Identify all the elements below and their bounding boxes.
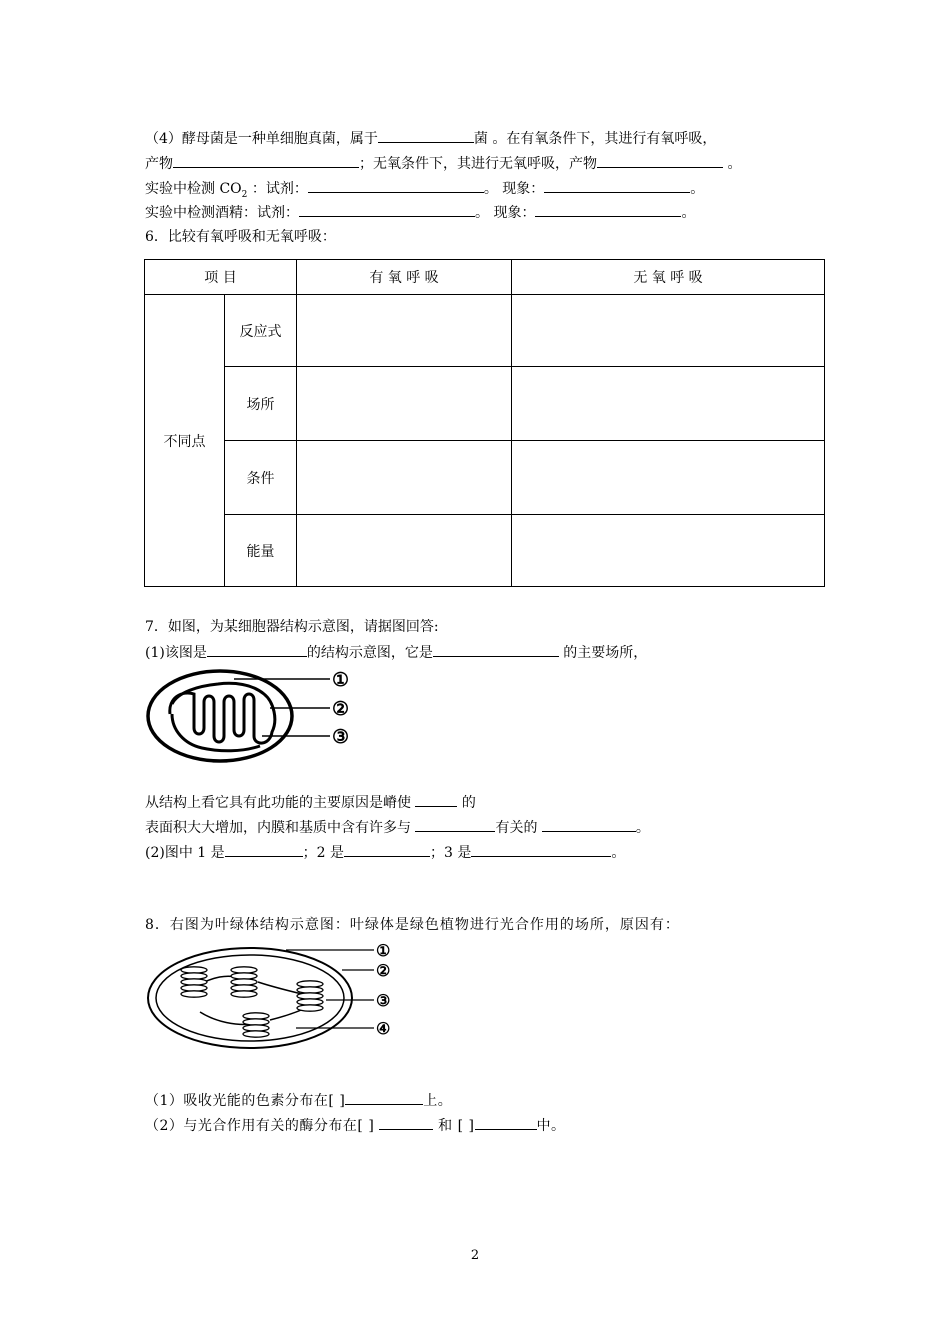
row-label: 条件 bbox=[225, 441, 297, 515]
q7-p1: (1)该图是 的结构示意图，它是 的主要场所， bbox=[145, 642, 647, 663]
grana-stacks bbox=[181, 967, 323, 1037]
blank[interactable] bbox=[433, 642, 559, 657]
label-1: ① bbox=[332, 669, 350, 691]
q7-title: 7．如图，为某细胞器结构示意图，请据图回答: bbox=[145, 619, 439, 635]
row-label: 反应式 bbox=[225, 295, 297, 367]
blank[interactable] bbox=[207, 642, 307, 657]
mitochondrion-inner-membrane bbox=[170, 683, 275, 750]
label-4: ④ bbox=[376, 1019, 391, 1038]
table-row bbox=[145, 515, 825, 587]
label-3: ③ bbox=[332, 726, 350, 748]
blank[interactable] bbox=[378, 128, 474, 143]
blank[interactable] bbox=[535, 202, 681, 217]
table-row bbox=[145, 367, 825, 441]
comparison-table bbox=[144, 259, 825, 587]
thylakoid-disc bbox=[231, 991, 257, 997]
blank[interactable] bbox=[379, 1115, 433, 1130]
header-item: 项 目 bbox=[145, 260, 297, 295]
table-row bbox=[145, 295, 825, 367]
blank[interactable] bbox=[225, 842, 303, 857]
q7-p3: 表面积大大增加，内膜和基质中含有许多与 有关的 。 bbox=[145, 817, 650, 838]
answer-cell[interactable] bbox=[297, 295, 512, 367]
blank[interactable] bbox=[345, 1090, 423, 1105]
q7-p4: (2)图中 1 是 ；2 是 ；3 是 。 bbox=[145, 842, 625, 863]
page-number: 2 bbox=[470, 1248, 480, 1263]
header-anaerobic: 无 氧 呼 吸 bbox=[512, 260, 825, 295]
answer-cell[interactable] bbox=[297, 441, 512, 515]
table-header-row bbox=[145, 260, 825, 295]
row-label: 场所 bbox=[225, 367, 297, 441]
label-3: ③ bbox=[376, 991, 391, 1010]
thylakoid-disc bbox=[181, 991, 207, 997]
mitochondrion-diagram bbox=[142, 666, 357, 776]
label-1: ① bbox=[376, 941, 391, 960]
answer-cell[interactable] bbox=[512, 515, 825, 587]
header-aerobic: 有 氧 呼 吸 bbox=[297, 260, 512, 295]
q7-p2: 从结构上看它具有此功能的主要原因是嵴使 的 bbox=[145, 792, 476, 813]
q6-title: 6．比较有氧呼吸和无氧呼吸： bbox=[145, 229, 336, 245]
q5-line1: （4）酵母菌是一种单细胞真菌，属于 菌 。在有氧条件下，其进行有氧呼吸， bbox=[145, 128, 716, 149]
answer-cell[interactable] bbox=[512, 367, 825, 441]
q5-line2: 产物 ；无氧条件下，其进行无氧呼吸，产物 。 bbox=[145, 153, 741, 174]
blank[interactable] bbox=[308, 178, 484, 193]
thylakoid-disc bbox=[243, 1031, 269, 1037]
table-row bbox=[145, 441, 825, 515]
leader-lines bbox=[234, 679, 330, 736]
blank[interactable] bbox=[299, 202, 475, 217]
blank[interactable] bbox=[344, 842, 430, 857]
blank[interactable] bbox=[475, 1115, 537, 1130]
answer-cell[interactable] bbox=[297, 515, 512, 587]
row-label: 能量 bbox=[225, 515, 297, 587]
label-2: ② bbox=[332, 698, 350, 720]
chloroplast-diagram bbox=[146, 940, 401, 1052]
blank[interactable] bbox=[597, 153, 723, 168]
q8-p2: （2）与光合作用有关的酶分布在[ ] 和 [ ] 中。 bbox=[145, 1115, 566, 1136]
blank[interactable] bbox=[542, 817, 636, 832]
blank[interactable] bbox=[544, 178, 690, 193]
group-label: 不同点 bbox=[145, 295, 225, 587]
blank[interactable] bbox=[415, 817, 495, 832]
q8-title: 8．右图为叶绿体结构示意图：叶绿体是绿色植物进行光合作用的场所，原因有： bbox=[145, 917, 680, 933]
q8-p1: （1）吸收光能的色素分布在[ ] 上。 bbox=[145, 1090, 452, 1111]
thylakoid-disc bbox=[297, 1005, 323, 1011]
q5-line4: 实验中检测酒精：试剂： 。 现象： 。 bbox=[145, 202, 695, 223]
answer-cell[interactable] bbox=[512, 295, 825, 367]
blank[interactable] bbox=[471, 842, 611, 857]
blank[interactable] bbox=[415, 792, 457, 807]
q5-line3: 实验中检测 $CO_2$ ：试剂： 。 现象： 。 bbox=[145, 178, 704, 205]
answer-cell[interactable] bbox=[297, 367, 512, 441]
label-2: ② bbox=[376, 961, 391, 980]
answer-cell[interactable] bbox=[512, 441, 825, 515]
blank[interactable] bbox=[173, 153, 359, 168]
